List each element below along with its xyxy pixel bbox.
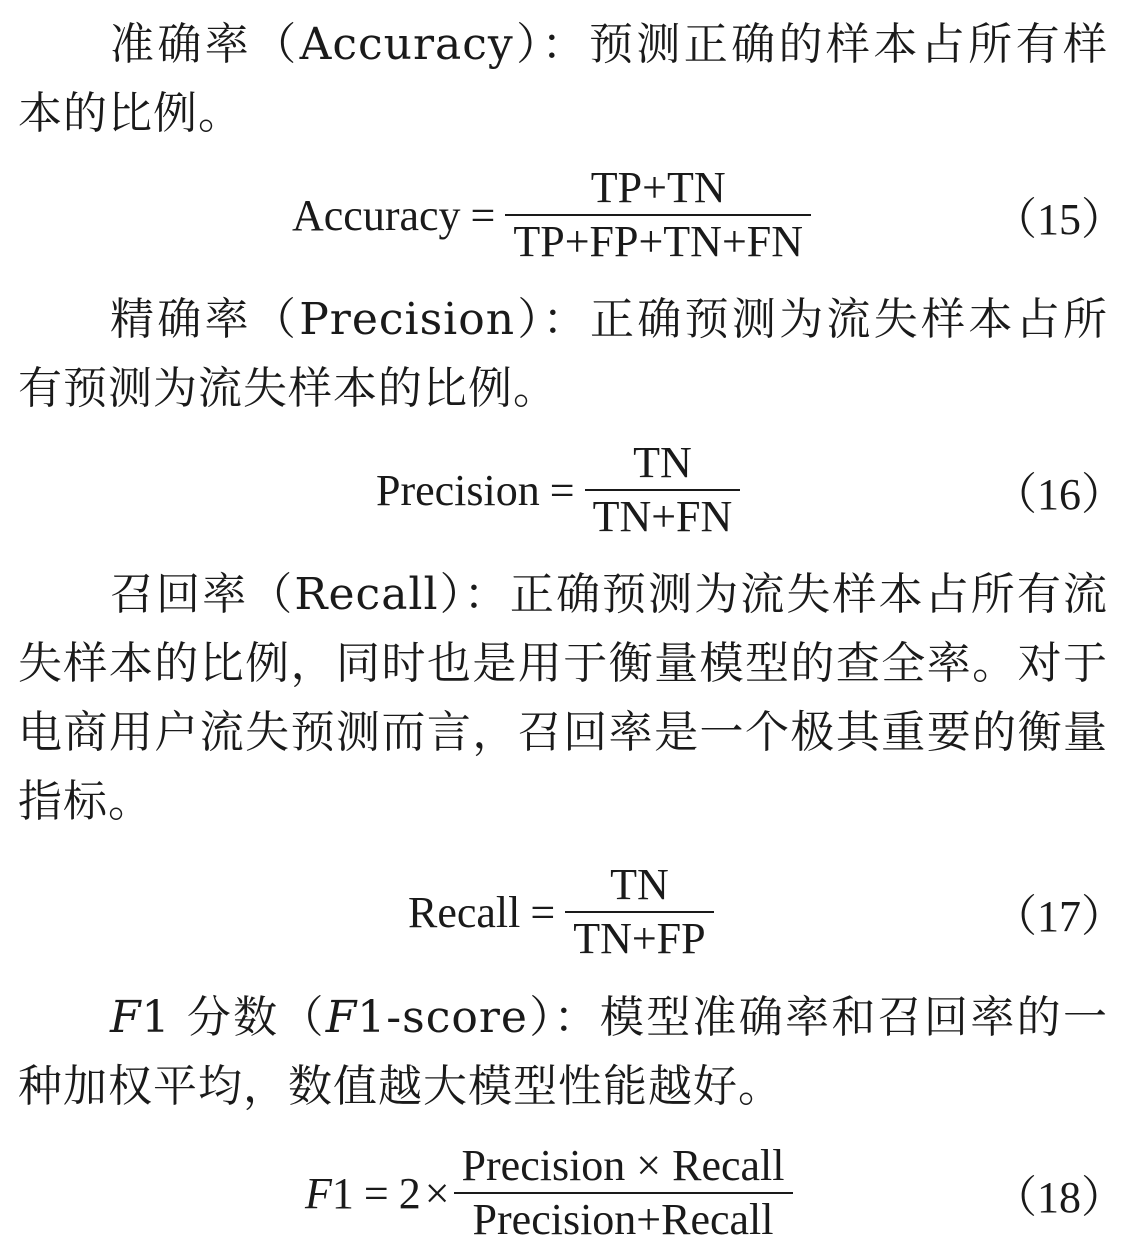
denominator: TN+FN <box>592 492 733 541</box>
equation-recall <box>0 852 1141 972</box>
equation-precision <box>0 430 1141 550</box>
equation-accuracy <box>0 155 1141 275</box>
equation-lhs: Precision <box>376 465 540 515</box>
fraction <box>585 437 741 543</box>
f1-score-italic-f: F <box>325 992 358 1043</box>
equation-number: （16） <box>993 470 1125 519</box>
f1-lhs-digit: 1 <box>331 1168 354 1218</box>
equation-lhs: Accuracy <box>292 190 461 240</box>
equation-lhs <box>305 1168 354 1219</box>
numerator: TN <box>633 438 692 487</box>
paragraph-precision: 精确率（Precision）：正确预测为流失样本占所有预测为流失样本的比例。 <box>18 294 1108 414</box>
equals-sign: = <box>470 190 496 240</box>
numerator: TN <box>610 860 669 909</box>
f1-text: 1 分数（ <box>141 992 326 1043</box>
denominator: TN+FP <box>573 914 706 963</box>
equation-number: （15） <box>993 195 1125 244</box>
numerator: Precision × Recall <box>461 1141 785 1190</box>
equals-sign: = <box>549 465 575 515</box>
paragraph-accuracy: 准确率（Accuracy）：预测正确的样本占所有样本的比例。 <box>18 19 1108 139</box>
denominator: TP+FP+TN+FN <box>513 217 804 266</box>
numerator: TP+TN <box>590 163 726 212</box>
times-sign: × <box>424 1168 450 1218</box>
paragraph-f1 <box>18 983 1108 1121</box>
fraction <box>454 1140 793 1246</box>
factor: 2 <box>398 1168 421 1218</box>
denominator: Precision+Recall <box>472 1195 774 1244</box>
equation-f1 <box>0 1133 1141 1253</box>
paragraph-recall: 召回率（Recall）：正确预测为流失样本占所有流失样本的比例，同时也是用于衡量模型的查全率。对于电商用户流失预测而言，召回率是一个极其重要的衡量指标。 <box>18 569 1108 827</box>
equation-number: （17） <box>993 892 1125 941</box>
fraction <box>565 859 713 965</box>
equation-lhs: Recall <box>408 887 521 937</box>
f1-text-tail: 1-score）：模型准确率和召回率的一种加权平均，数值越大模型性能越好。 <box>18 992 1108 1112</box>
equals-sign: = <box>363 1168 389 1218</box>
equation-number: （18） <box>993 1173 1125 1222</box>
fraction <box>505 162 811 268</box>
f1-italic-f: F <box>110 992 142 1043</box>
equals-sign: = <box>530 887 556 937</box>
f1-lhs-italic-f: F <box>305 1168 332 1218</box>
